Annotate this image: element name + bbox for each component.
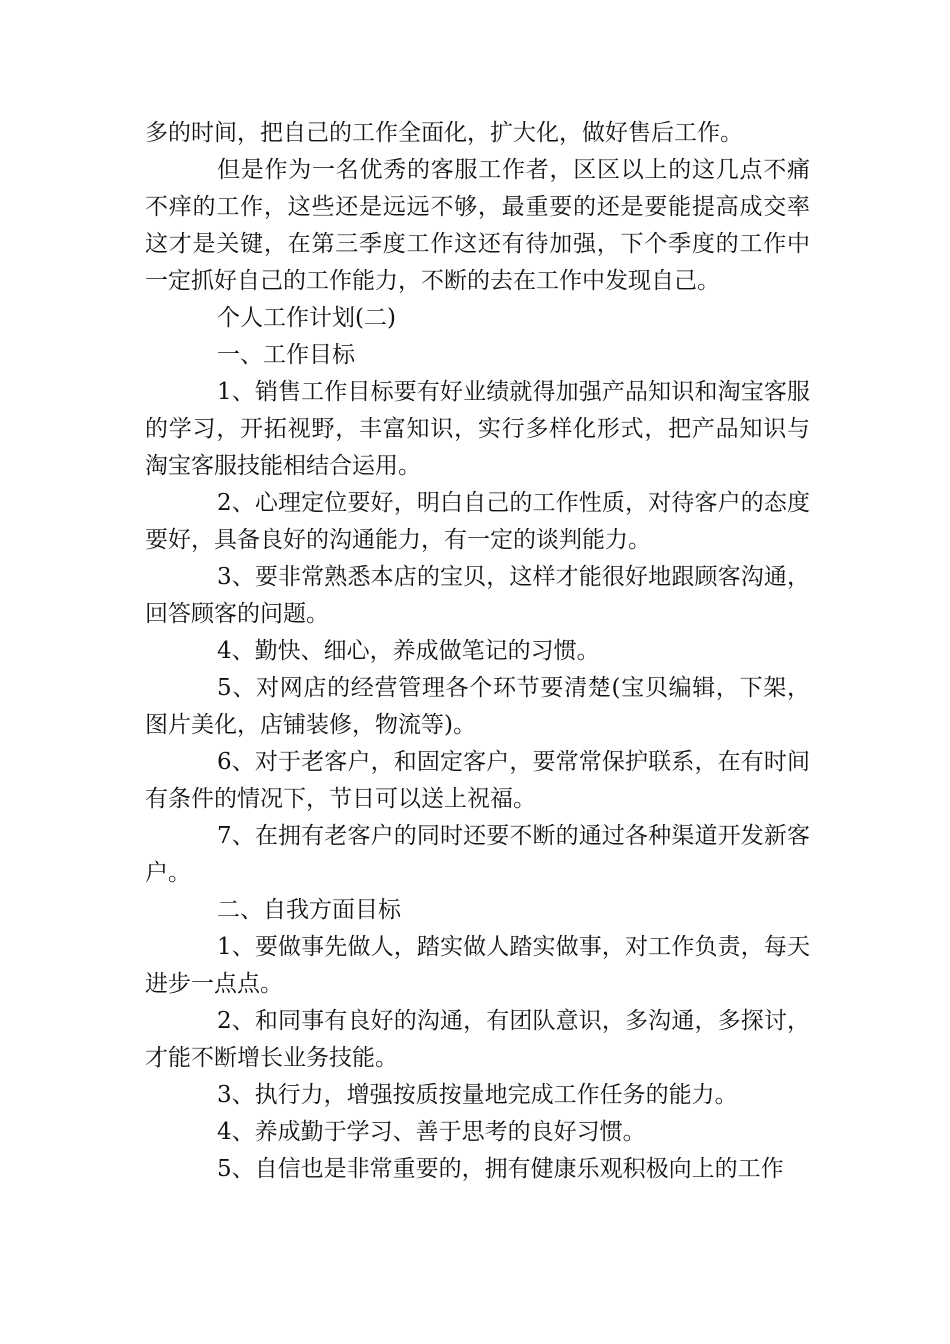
heading-self-goals: 二、自我方面目标 — [217, 897, 401, 923]
list-item-work-7: 7、在拥有老客户的同时还要不断的通过各种渠道开发新客户。 — [145, 823, 810, 886]
list-item-work-1: 1、销售工作目标要有好业绩就得加强产品知识和淘宝客服的学习，开拓视野，丰富知识，实行多样化形式，把产品知识与淘宝客服技能相结合运用。 — [145, 379, 810, 479]
paragraph-continuation: 多的时间，把自己的工作全面化，扩大化，做好售后工作。 — [145, 120, 743, 146]
heading-work-goals: 一、工作目标 — [217, 342, 355, 368]
list-item-work-6: 6、对于老客户，和固定客户，要常常保护联系，在有时间有条件的情况下，节日可以送上祝福。 — [145, 749, 810, 812]
paragraph-summary: 但是作为一名优秀的客服工作者，区区以上的这几点不痛不痒的工作，这些还是远远不够，最重要的还是要能提高成交率这才是关键，在第三季度工作这还有待加强，下个季度的工作中一定抓好自己的工作能力，不断的去在工作中发现自己。 — [145, 157, 810, 294]
list-item-self-2: 2、和同事有良好的沟通，有团队意识，多沟通，多探讨，才能不断增长业务技能。 — [145, 1008, 810, 1071]
list-item-work-4: 4、勤快、细心，养成做笔记的习惯。 — [217, 638, 600, 664]
section-title: 个人工作计划(二) — [217, 305, 396, 331]
list-item-self-5: 5、自信也是非常重要的，拥有健康乐观积极向上的工作 — [217, 1156, 784, 1182]
list-item-work-3: 3、要非常熟悉本店的宝贝，这样才能很好地跟顾客沟通，回答顾客的问题。 — [145, 564, 810, 627]
list-item-work-5: 5、对网店的经营管理各个环节要清楚(宝贝编辑，下架，图片美化，店铺装修，物流等)。 — [145, 675, 810, 738]
document-body — [145, 115, 810, 1188]
list-item-self-4: 4、养成勤于学习、善于思考的良好习惯。 — [217, 1119, 646, 1145]
list-item-work-2: 2、心理定位要好，明白自己的工作性质，对待客户的态度要好，具备良好的沟通能力，有一定的谈判能力。 — [145, 490, 810, 553]
list-item-self-3: 3、执行力，增强按质按量地完成工作任务的能力。 — [217, 1082, 738, 1108]
list-item-self-1: 1、要做事先做人，踏实做人踏实做事，对工作负责，每天进步一点点。 — [145, 934, 810, 997]
